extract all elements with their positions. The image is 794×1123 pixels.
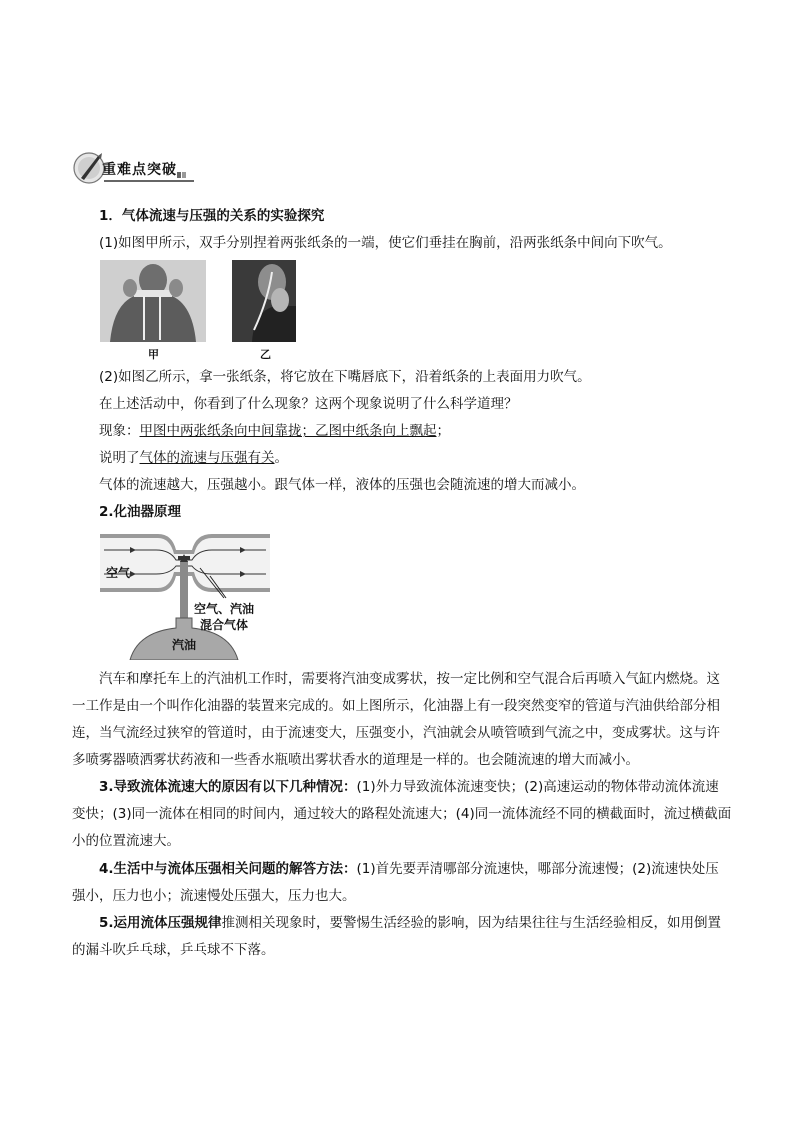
label-air: 空气 <box>106 566 131 580</box>
caption-yi: 乙 <box>260 348 271 361</box>
section-5 <box>72 910 732 964</box>
section-3-heading: 3.导致流体流速大的原因有以下几种情况： <box>99 779 357 795</box>
label-mixture-1: 空气、汽油 <box>194 602 255 616</box>
observation-label: 现象： <box>99 423 140 439</box>
explanation-end: 。 <box>274 450 288 466</box>
carburetor-diagram <box>100 528 270 660</box>
label-mixture-2: 混合气体 <box>200 618 249 632</box>
label-fuel: 汽油 <box>172 638 197 652</box>
section-5-body: 推测相关现象时，要警惕生活经验的影响，因为结果往往与生活经验相反，如用倒置的漏斗吹乒乓球，乒乓球不下落。 <box>72 915 722 958</box>
section-1-heading: 1．气体流速与压强的关系的实验探究 <box>99 208 325 224</box>
explanation-label: 说明了 <box>99 450 140 466</box>
section-1-p1: (1)如图甲所示，双手分别捏着两张纸条的一端，使它们垂挂在胸前，沿两张纸条中间向下吹气。 <box>99 235 672 251</box>
caption-jia: 甲 <box>148 348 159 361</box>
section-4-heading: 4.生活中与流体压强相关问题的解答方法： <box>99 861 357 877</box>
section-banner <box>72 150 196 186</box>
banner-title: 重难点突破 <box>102 162 177 178</box>
section-4-body: (1)首先要弄清哪部分流速快，哪部分流速慢；(2)流速快处压强小，压力也小；流速慢处压强大，压力也大。 <box>72 861 719 904</box>
section-1-p2: (2)如图乙所示，拿一张纸条，将它放在下嘴唇底下，沿着纸条的上表面用力吹气。 <box>99 369 591 385</box>
section-2-body: 汽车和摩托车上的汽油机工作时，需要将汽油变成雾状，按一定比例和空气混合后再喷入气缸内燃烧。这一工作是由一个叫作化油器的装置来完成的。如上图所示，化油器上有一段突然变窄的管道与汽油供给部分相连，当气流经过狭窄的管道时，由于流速变大，压强变小，汽油就会从喷管喷到气流之中，变成雾状。这与许多喷雾器喷洒雾状药液和一些香水瓶喷出雾状香水的道理是一样的。也会随流速的增大而减小。 <box>72 671 720 768</box>
section-3 <box>72 774 732 855</box>
section-2-heading: 2.化油器原理 <box>99 504 182 520</box>
section-1-p3: 在上述活动中，你看到了什么现象？这两个现象说明了什么科学道理？ <box>99 396 518 412</box>
observation-end: ； <box>436 423 450 439</box>
photo-jia <box>100 260 206 342</box>
observation-answer: 甲图中两张纸条向中间靠拢；乙图中纸条向上飘起 <box>139 423 437 439</box>
section-1-p4: 气体的流速越大，压强越小。跟气体一样，液体的压强也会随流速的增大而减小。 <box>99 477 585 493</box>
explanation-line <box>99 448 288 468</box>
explanation-answer: 气体的流速与压强有关 <box>139 450 275 466</box>
observation-line <box>99 421 450 441</box>
section-4 <box>72 856 732 910</box>
photo-yi <box>232 260 296 342</box>
section-5-heading: 5.运用流体压强规律 <box>99 915 222 931</box>
section-3-body: (1)外力导致流体流速变快；(2)高速运动的物体带动流体流速变快；(3)同一流体在相同的时间内，通过较大的路程处流速大；(4)同一流体流经不同的横截面时，流过横截面小的位置流速大。 <box>72 779 732 849</box>
